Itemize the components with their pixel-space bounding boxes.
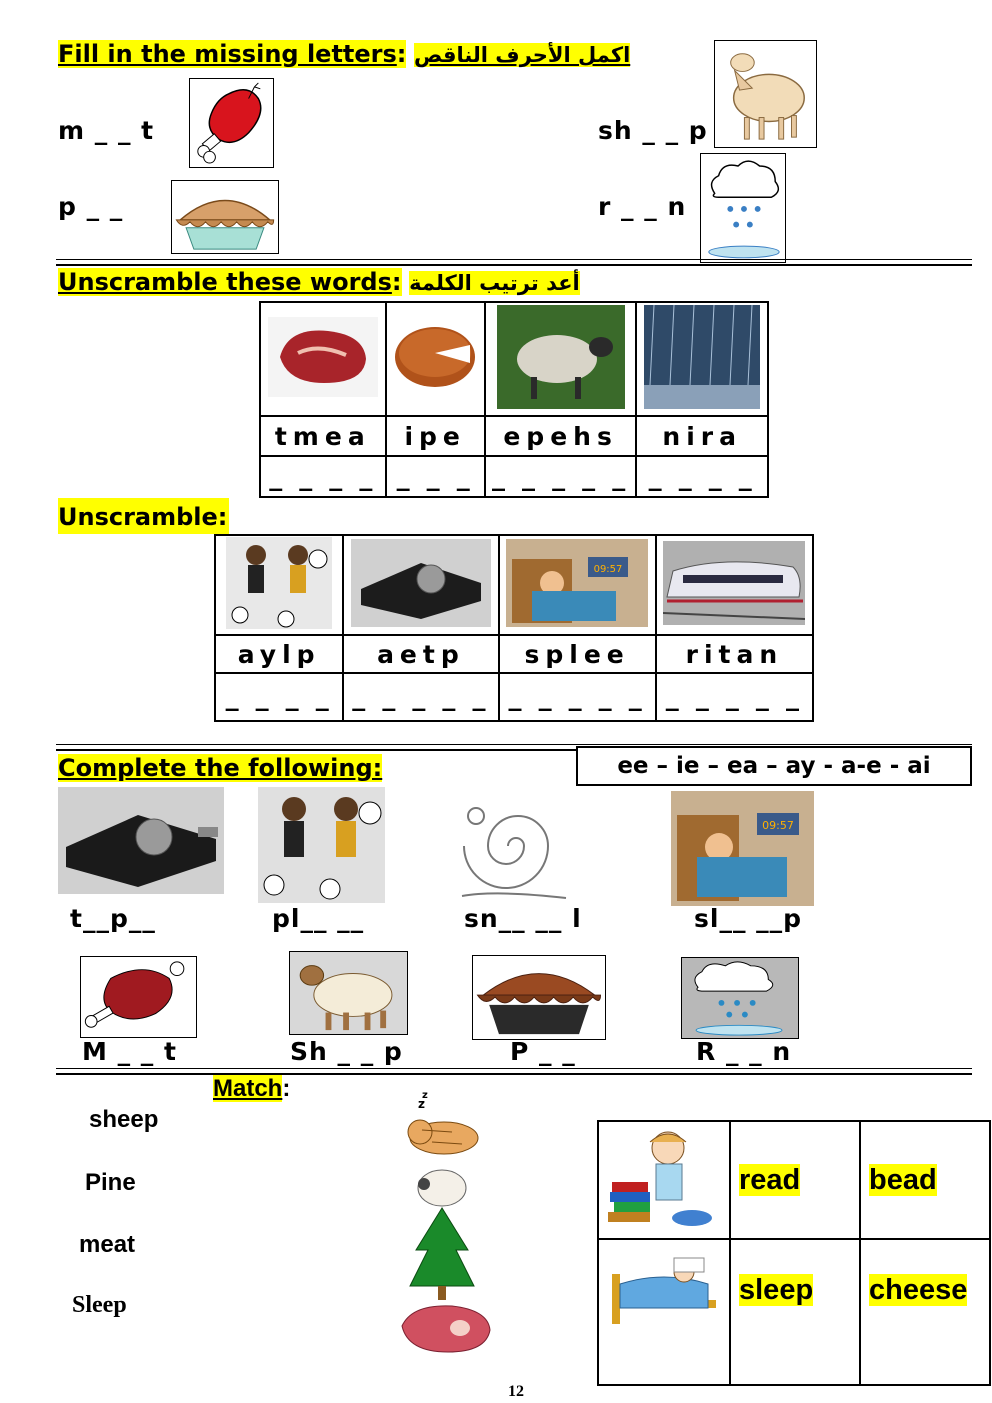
complete-word-snail: sn__ __ l: [464, 904, 582, 933]
rain-image: [681, 957, 799, 1039]
fill-word-meat: m _ _ t: [58, 116, 155, 145]
complete-word-tape: t__p__: [70, 904, 156, 933]
answer-blank-1[interactable]: _ _ _ _: [260, 456, 386, 497]
section1-title: Fill in the missing letters: [58, 40, 397, 68]
tape-image: [58, 787, 224, 894]
sheep-icon: [714, 40, 817, 148]
match-cell-sleep: [730, 1239, 860, 1385]
fill-word-sheep: sh _ _ p: [598, 116, 708, 145]
steak-icon: [402, 1306, 490, 1352]
complete-word-meat: M _ _ t: [82, 1037, 177, 1066]
match-cell-cheese: [860, 1239, 990, 1385]
pie-image: [472, 955, 606, 1040]
fill-word-pie: p _ _: [58, 192, 124, 221]
sleep-image: [671, 791, 814, 906]
photo-meat: [260, 302, 386, 416]
unscramble-table-2: [214, 534, 814, 722]
photo-sheep: [485, 302, 637, 416]
sheep-small-icon: [418, 1170, 466, 1206]
scrambled-word-8: ritan: [656, 635, 813, 673]
match-word-meat: meat: [79, 1231, 136, 1258]
divider-3: [56, 1068, 972, 1075]
meat-image: [80, 956, 197, 1038]
answer-blank-5[interactable]: _ _ _ _: [215, 673, 343, 721]
complete-word-rain: R _ _ n: [696, 1037, 792, 1066]
section1-arabic: اكمل الأحرف الناقص: [414, 43, 631, 67]
complete-word-sleep: sl__ __p: [694, 904, 803, 933]
scrambled-word-7: splee: [499, 635, 656, 673]
section1-header: [58, 40, 630, 68]
reading-girl-icon: [598, 1121, 730, 1239]
answer-blank-8[interactable]: _ _ _ _ _: [656, 673, 813, 721]
section5-title: Match: [213, 1075, 283, 1102]
match-cell-read: [730, 1121, 860, 1239]
answer-blank-6[interactable]: _ _ _ _ _: [343, 673, 498, 721]
svg-text:z: z: [418, 1097, 425, 1111]
scrambled-word-1: tmea: [260, 416, 386, 456]
photo-play: [215, 535, 343, 635]
match-word-pine: Pine: [85, 1169, 136, 1196]
scrambled-word-5: aylp: [215, 635, 343, 673]
photo-train: [656, 535, 813, 635]
section2-arabic: أعد ترتيب الكلمة: [409, 271, 580, 295]
section5-colon: :: [282, 1075, 291, 1102]
play-image: [258, 787, 385, 903]
phonics-hint-box: ee – ie – ea – ay - a-e - ai: [576, 746, 972, 786]
sheep-image: [289, 951, 408, 1035]
section3-title: Unscramble:: [58, 498, 229, 534]
match-word-cheese: cheese: [869, 1274, 968, 1306]
page-number: 12: [508, 1383, 524, 1400]
match-cell-bead: [860, 1121, 990, 1239]
section2-title: Unscramble these words: [58, 268, 392, 296]
scrambled-word-3: epehs: [485, 416, 637, 456]
photo-rain: [636, 302, 768, 416]
section2-colon: :: [391, 268, 402, 296]
match-word-read: read: [739, 1163, 801, 1196]
photo-pie: [386, 302, 485, 416]
section5-header: [213, 1075, 290, 1103]
match-pictures: [392, 1090, 502, 1360]
answer-blank-3[interactable]: _ _ _ _ _: [485, 456, 637, 497]
complete-word-sheep: Sh _ _ p: [290, 1037, 403, 1066]
match-word-sheep: sheep: [89, 1106, 159, 1133]
meat-leg-icon: [189, 78, 274, 168]
scrambled-word-2: ipe: [386, 416, 485, 456]
unscramble-table-1: [259, 301, 769, 498]
match-word-bead: bead: [869, 1163, 937, 1196]
scrambled-word-6: aetp: [343, 635, 498, 673]
answer-blank-4[interactable]: _ _ _ _: [636, 456, 768, 497]
pie-icon: [171, 180, 279, 254]
answer-blank-2[interactable]: _ _ _: [386, 456, 485, 497]
section1-colon: :: [396, 40, 407, 68]
snail-image: [456, 786, 576, 908]
match-word-sleep-table: sleep: [739, 1274, 814, 1306]
sleeping-child-icon: [598, 1239, 730, 1385]
divider-1: [56, 259, 972, 266]
section2-header: [58, 268, 580, 296]
fill-word-rain: r _ _ n: [598, 192, 687, 221]
rain-cloud-icon: [700, 153, 786, 263]
svg-text:09:57: 09:57: [593, 564, 623, 575]
svg-text:z: z: [422, 1090, 428, 1101]
pine-tree-icon: [410, 1208, 474, 1300]
match-word-sleep: Sleep: [72, 1292, 127, 1318]
photo-tape: [343, 535, 498, 635]
svg-text:09:57: 09:57: [762, 819, 794, 832]
answer-blank-7[interactable]: _ _ _ _ _: [499, 673, 656, 721]
match-table: [597, 1120, 991, 1386]
complete-word-pie: P _ _: [510, 1037, 576, 1066]
scrambled-word-4: nira: [636, 416, 768, 456]
complete-word-play: pl__ __: [272, 904, 365, 933]
section4-title: Complete the following:: [58, 754, 383, 782]
photo-sleep: [499, 535, 656, 635]
sleeping-cat-icon: [408, 1090, 478, 1154]
